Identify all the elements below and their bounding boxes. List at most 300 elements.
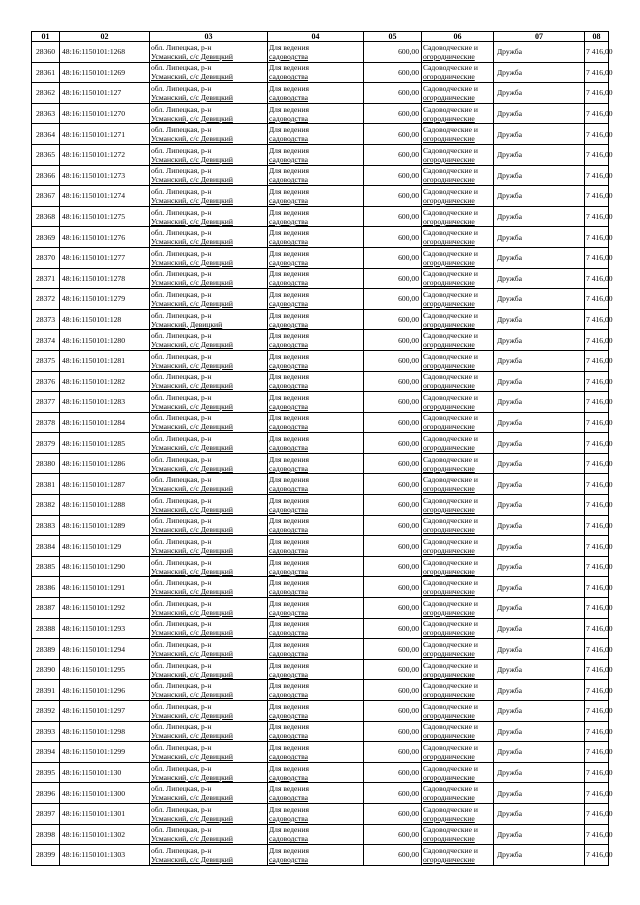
permitted-use-line-2: садоводства [269,834,309,844]
cadastral-value-cell: 7 416,00 [585,536,609,557]
table-row [32,330,609,351]
address-line-1: обл. Липецкая, р-н [151,537,212,547]
area-cell: 600,00 [364,392,422,413]
land-category-line-2: огороднические [423,195,475,205]
row-number-cell: 28390 [32,659,60,680]
address-line-2: Усманский, с/с Девицкий [151,690,233,700]
address-cell [150,62,268,83]
table-row [32,762,609,783]
land-category-cell [422,515,494,536]
permitted-use-line-2: садоводства [269,669,309,679]
land-category-line-2: огороднические [423,566,475,576]
address-cell [150,144,268,165]
table-row [32,536,609,557]
table-row [32,701,609,722]
address-line-2: Усманский, с/с Девицкий [151,237,233,247]
column-header-03: 03 [150,32,268,42]
society-cell: Дружба [494,206,585,227]
address-line-1: обл. Липецкая, р-н [151,825,212,835]
society-cell: Дружба [494,165,585,186]
address-line-2: Усманский, с/с Девицкий [151,134,233,144]
permitted-use-line-2: садоводства [269,649,309,659]
cadastral-number-cell: 48:16:1150101:1278 [60,268,150,289]
permitted-use-line-1: Для ведения [269,701,310,711]
land-category-line-2: огороднические [423,278,475,288]
address-line-1: обл. Липецкая, р-н [151,784,212,794]
permitted-use-line-1: Для ведения [269,722,310,732]
cadastral-value-cell: 7 416,00 [585,618,609,639]
table-row [32,247,609,268]
land-category-line-1: Садоводческие и [423,578,478,588]
address-line-2: Усманский, с/с Девицкий [151,92,233,102]
land-category-line-1: Садоводческие и [423,63,478,73]
address-cell [150,556,268,577]
permitted-use-line-1: Для ведения [269,310,310,320]
society-cell: Дружба [494,639,585,660]
permitted-use-line-1: Для ведения [269,845,310,855]
table-row [32,412,609,433]
area-cell: 600,00 [364,680,422,701]
land-category-line-2: огороднические [423,92,475,102]
permitted-use-line-2: садоводства [269,401,309,411]
area-cell: 600,00 [364,371,422,392]
area-cell: 600,00 [364,639,422,660]
row-number-cell: 28371 [32,268,60,289]
land-category-cell [422,83,494,104]
land-category-line-2: огороднические [423,237,475,247]
address-line-2: Усманский, с/с Девицкий [151,298,233,308]
land-category-line-1: Садоводческие и [423,557,478,567]
land-category-line-2: огороднические [423,298,475,308]
land-category-line-1: Садоводческие и [423,392,478,402]
address-cell [150,824,268,845]
address-line-1: обл. Липецкая, р-н [151,42,212,52]
society-cell: Дружба [494,412,585,433]
address-line-2: Усманский, с/с Девицкий [151,751,233,761]
table-row [32,62,609,83]
land-category-cell [422,371,494,392]
permitted-use-line-1: Для ведения [269,763,310,773]
land-category-cell [422,783,494,804]
cadastral-value-cell: 7 416,00 [585,186,609,207]
permitted-use-cell [268,186,364,207]
land-category-line-2: огороднические [423,175,475,185]
address-cell [150,701,268,722]
land-category-line-2: огороднические [423,51,475,61]
table-row [32,515,609,536]
address-line-2: Усманский, с/с Девицкий [151,546,233,556]
address-line-2: Усманский, с/с Девицкий [151,216,233,226]
address-line-2: Усманский, с/с Девицкий [151,813,233,823]
cadastral-number-cell: 48:16:1150101:1301 [60,803,150,824]
column-header-04: 04 [268,32,364,42]
permitted-use-line-2: садоводства [269,751,309,761]
society-cell: Дружба [494,845,585,866]
address-line-1: обл. Липецкая, р-н [151,166,212,176]
cadastral-number-cell: 48:16:1150101:1290 [60,556,150,577]
society-cell: Дружба [494,433,585,454]
area-cell: 600,00 [364,536,422,557]
address-line-1: обл. Липецкая, р-н [151,372,212,382]
address-line-2: Усманский, с/с Девицкий [151,731,233,741]
cadastral-number-cell: 48:16:1150101:1287 [60,474,150,495]
row-number-cell: 28392 [32,701,60,722]
table-row [32,845,609,866]
address-cell [150,783,268,804]
cadastral-value-cell: 7 416,00 [585,433,609,454]
area-cell: 600,00 [364,186,422,207]
land-category-line-2: огороднические [423,401,475,411]
area-cell: 600,00 [364,577,422,598]
address-cell [150,742,268,763]
permitted-use-line-1: Для ведения [269,207,310,217]
address-line-1: обл. Липецкая, р-н [151,269,212,279]
permitted-use-line-2: садоводства [269,854,309,864]
society-cell: Дружба [494,680,585,701]
table-row [32,433,609,454]
table-row [32,742,609,763]
cadastral-number-cell: 48:16:1150101:130 [60,762,150,783]
area-cell: 600,00 [364,227,422,248]
table-row [32,103,609,124]
permitted-use-cell [268,453,364,474]
area-cell: 600,00 [364,206,422,227]
land-category-line-2: огороднические [423,154,475,164]
cadastral-number-cell: 48:16:1150101:1285 [60,433,150,454]
society-cell: Дружба [494,659,585,680]
row-number-cell: 28389 [32,639,60,660]
society-cell: Дружба [494,453,585,474]
land-category-line-2: огороднические [423,793,475,803]
permitted-use-cell [268,309,364,330]
permitted-use-line-2: садоводства [269,504,309,514]
address-line-1: обл. Липецкая, р-н [151,578,212,588]
permitted-use-line-1: Для ведения [269,125,310,135]
permitted-use-line-1: Для ведения [269,578,310,588]
cadastral-number-cell: 48:16:1150101:1268 [60,42,150,63]
cadastral-number-cell: 48:16:1150101:1289 [60,515,150,536]
permitted-use-line-1: Для ведения [269,784,310,794]
land-category-cell [422,186,494,207]
address-line-1: обл. Липецкая, р-н [151,228,212,238]
area-cell: 600,00 [364,42,422,63]
permitted-use-line-2: садоводства [269,298,309,308]
cadastral-number-cell: 48:16:1150101:1303 [60,845,150,866]
land-category-line-1: Садоводческие и [423,413,478,423]
cadastral-number-cell: 48:16:1150101:1272 [60,144,150,165]
row-number-cell: 28399 [32,845,60,866]
land-category-line-1: Садоводческие и [423,681,478,691]
land-category-cell [422,803,494,824]
cadastral-number-cell: 48:16:1150101:1291 [60,577,150,598]
cadastral-number-cell: 48:16:1150101:1284 [60,412,150,433]
address-cell [150,392,268,413]
address-line-1: обл. Липецкая, р-н [151,125,212,135]
permitted-use-line-1: Для ведения [269,372,310,382]
table-row [32,206,609,227]
permitted-use-line-2: садоводства [269,793,309,803]
address-line-1: обл. Липецкая, р-н [151,681,212,691]
land-category-line-2: огороднические [423,607,475,617]
row-number-cell: 28382 [32,495,60,516]
address-line-2: Усманский, с/с Девицкий [151,195,233,205]
cadastral-number-cell: 48:16:1150101:1288 [60,495,150,516]
area-cell: 600,00 [364,824,422,845]
cadastral-number-cell: 48:16:1150101:1269 [60,62,150,83]
society-cell: Дружба [494,227,585,248]
table-row [32,495,609,516]
land-category-line-1: Садоводческие и [423,186,478,196]
permitted-use-line-1: Для ведения [269,475,310,485]
land-category-line-2: огороднические [423,504,475,514]
cadastral-value-cell: 7 416,00 [585,659,609,680]
table-row [32,577,609,598]
permitted-use-line-2: садоводства [269,278,309,288]
cadastral-value-cell: 7 416,00 [585,783,609,804]
land-category-line-1: Садоводческие и [423,701,478,711]
land-category-cell [422,639,494,660]
permitted-use-line-2: садоводства [269,319,309,329]
area-cell: 600,00 [364,124,422,145]
address-cell [150,186,268,207]
cadastral-number-cell: 48:16:1150101:1279 [60,289,150,310]
row-number-cell: 28368 [32,206,60,227]
address-cell [150,124,268,145]
cadastral-number-cell: 48:16:1150101:1282 [60,371,150,392]
address-line-1: обл. Липецкая, р-н [151,83,212,93]
society-cell: Дружба [494,783,585,804]
society-cell: Дружба [494,762,585,783]
row-number-cell: 28375 [32,350,60,371]
permitted-use-line-2: садоводства [269,92,309,102]
header-row [32,32,609,42]
permitted-use-cell [268,680,364,701]
address-cell [150,350,268,371]
area-cell: 600,00 [364,762,422,783]
table-row [32,144,609,165]
row-number-cell: 28367 [32,186,60,207]
row-number-cell: 28372 [32,289,60,310]
address-line-2: Усманский, с/с Девицкий [151,175,233,185]
address-line-2: Усманский, с/с Девицкий [151,340,233,350]
land-category-line-2: огороднические [423,710,475,720]
cadastral-number-cell: 48:16:1150101:1280 [60,330,150,351]
column-header-08: 08 [585,32,609,42]
area-cell: 600,00 [364,659,422,680]
address-cell [150,247,268,268]
address-line-1: обл. Липецкая, р-н [151,722,212,732]
land-category-cell [422,453,494,474]
land-category-line-2: огороднические [423,813,475,823]
cadastral-number-cell: 48:16:1150101:128 [60,309,150,330]
table-row [32,392,609,413]
area-cell: 600,00 [364,845,422,866]
cadastral-value-cell: 7 416,00 [585,742,609,763]
row-number-cell: 28386 [32,577,60,598]
permitted-use-line-2: садоводства [269,154,309,164]
row-number-cell: 28398 [32,824,60,845]
land-category-line-2: огороднические [423,134,475,144]
cadastral-value-cell: 7 416,00 [585,824,609,845]
society-cell: Дружба [494,721,585,742]
address-cell [150,309,268,330]
area-cell: 600,00 [364,330,422,351]
cadastral-value-cell: 7 416,00 [585,42,609,63]
address-line-1: обл. Липецкая, р-н [151,331,212,341]
permitted-use-cell [268,783,364,804]
land-category-cell [422,845,494,866]
table-row [32,371,609,392]
table-row [32,680,609,701]
table-row [32,474,609,495]
land-category-cell [422,474,494,495]
area-cell: 600,00 [364,289,422,310]
permitted-use-line-2: садоводства [269,134,309,144]
permitted-use-line-1: Для ведения [269,660,310,670]
area-cell: 600,00 [364,309,422,330]
society-cell: Дружба [494,474,585,495]
address-line-2: Усманский, с/с Девицкий [151,628,233,638]
land-category-cell [422,659,494,680]
address-cell [150,680,268,701]
address-line-1: обл. Липецкая, р-н [151,701,212,711]
address-cell [150,659,268,680]
address-line-1: обл. Липецкая, р-н [151,475,212,485]
cadastral-number-cell: 48:16:1150101:1270 [60,103,150,124]
cadastral-number-cell: 48:16:1150101:1295 [60,659,150,680]
land-category-line-2: огороднические [423,751,475,761]
permitted-use-cell [268,721,364,742]
table-row [32,453,609,474]
permitted-use-cell [268,206,364,227]
society-cell: Дружба [494,330,585,351]
address-line-2: Усманский, с/с Девицкий [151,587,233,597]
society-cell: Дружба [494,309,585,330]
permitted-use-cell [268,742,364,763]
address-line-2: Усманский, с/с Девицкий [151,381,233,391]
row-number-cell: 28366 [32,165,60,186]
land-category-cell [422,556,494,577]
land-category-cell [422,598,494,619]
land-category-line-2: огороднические [423,319,475,329]
permitted-use-cell [268,62,364,83]
land-category-line-2: огороднические [423,484,475,494]
permitted-use-cell [268,103,364,124]
land-category-line-2: огороднические [423,381,475,391]
society-cell: Дружба [494,247,585,268]
society-cell: Дружба [494,350,585,371]
land-category-line-2: огороднические [423,587,475,597]
address-line-2: Усманский, с/с Девицкий [151,257,233,267]
land-category-cell [422,350,494,371]
land-category-line-1: Садоводческие и [423,434,478,444]
permitted-use-line-1: Для ведения [269,742,310,752]
permitted-use-line-1: Для ведения [269,63,310,73]
cadastral-value-cell: 7 416,00 [585,227,609,248]
row-number-cell: 28379 [32,433,60,454]
land-category-line-1: Садоводческие и [423,825,478,835]
permitted-use-line-2: садоводства [269,443,309,453]
cadastral-value-cell: 7 416,00 [585,206,609,227]
land-category-cell [422,330,494,351]
row-number-cell: 28385 [32,556,60,577]
address-line-1: обл. Липецкая, р-н [151,845,212,855]
permitted-use-line-1: Для ведения [269,248,310,258]
society-cell: Дружба [494,824,585,845]
permitted-use-line-1: Для ведения [269,598,310,608]
permitted-use-cell [268,515,364,536]
permitted-use-cell [268,474,364,495]
row-number-cell: 28397 [32,803,60,824]
land-category-line-1: Садоводческие и [423,104,478,114]
area-cell: 600,00 [364,62,422,83]
row-number-cell: 28378 [32,412,60,433]
society-cell: Дружба [494,577,585,598]
land-category-cell [422,165,494,186]
cadastral-value-cell: 7 416,00 [585,639,609,660]
address-line-1: обл. Липецкая, р-н [151,454,212,464]
area-cell: 600,00 [364,742,422,763]
land-category-cell [422,721,494,742]
address-line-1: обл. Липецкая, р-н [151,804,212,814]
permitted-use-line-1: Для ведения [269,104,310,114]
area-cell: 600,00 [364,165,422,186]
row-number-cell: 28393 [32,721,60,742]
address-line-2: Усманский, с/с Девицкий [151,772,233,782]
land-category-line-2: огороднические [423,669,475,679]
address-cell [150,536,268,557]
permitted-use-line-1: Для ведения [269,804,310,814]
address-line-1: обл. Липецкая, р-н [151,434,212,444]
permitted-use-cell [268,83,364,104]
land-category-line-2: огороднические [423,731,475,741]
address-line-2: Усманский, с/с Девицкий [151,669,233,679]
cadastral-number-cell: 48:16:1150101:1277 [60,247,150,268]
address-line-1: обл. Липецкая, р-н [151,63,212,73]
land-category-line-1: Садоводческие и [423,763,478,773]
address-cell [150,639,268,660]
land-category-cell [422,103,494,124]
cadastral-value-cell: 7 416,00 [585,701,609,722]
land-category-line-2: огороднические [423,854,475,864]
permitted-use-cell [268,495,364,516]
row-number-cell: 28363 [32,103,60,124]
address-cell [150,474,268,495]
permitted-use-line-1: Для ведения [269,392,310,402]
cadastral-value-cell: 7 416,00 [585,474,609,495]
permitted-use-line-1: Для ведения [269,42,310,52]
cadastral-number-cell: 48:16:1150101:1293 [60,618,150,639]
land-category-cell [422,206,494,227]
area-cell: 600,00 [364,721,422,742]
address-cell [150,330,268,351]
permitted-use-line-1: Для ведения [269,825,310,835]
land-category-line-1: Садоводческие и [423,125,478,135]
address-line-2: Усманский, с/с Девицкий [151,793,233,803]
address-line-1: обл. Липецкая, р-н [151,186,212,196]
area-cell: 600,00 [364,103,422,124]
permitted-use-cell [268,412,364,433]
land-category-line-1: Садоводческие и [423,516,478,526]
cadastral-value-cell: 7 416,00 [585,392,609,413]
row-number-cell: 28395 [32,762,60,783]
cadastral-number-cell: 48:16:1150101:1275 [60,206,150,227]
permitted-use-line-2: садоводства [269,772,309,782]
land-category-cell [422,495,494,516]
cadastral-number-cell: 48:16:1150101:1296 [60,680,150,701]
permitted-use-line-1: Для ведения [269,166,310,176]
area-cell: 600,00 [364,268,422,289]
